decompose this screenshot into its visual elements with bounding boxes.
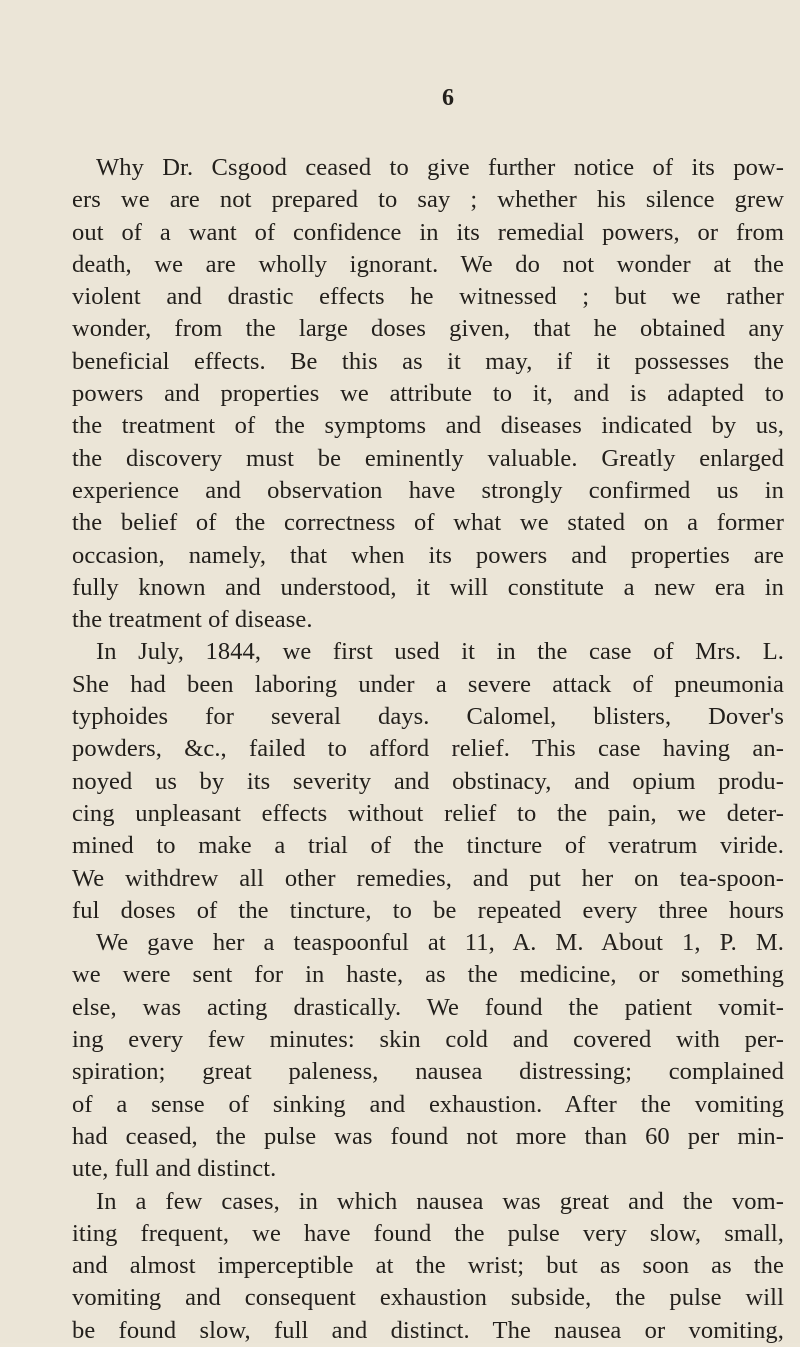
text-line: In a few cases, in which nausea was great and the vom- xyxy=(96,1187,784,1215)
text-line: wonder, from the large doses given, that he obtained any xyxy=(72,315,784,343)
text-line: and almost imperceptible at the wrist; but as soon as the xyxy=(72,1252,784,1280)
text-line: ing every few minutes: skin cold and covered with per- xyxy=(72,1026,784,1054)
text-line: We gave her a teaspoonful at 11, A. M. About 1, P. M. xyxy=(96,929,784,957)
text-line: violent and drastic effects he witnessed ; but we rather xyxy=(72,283,784,311)
text-line: Why Dr. Csgood ceased to give further notice of its pow- xyxy=(96,154,784,181)
text-line: fully known and understood, it will constitute a new era in xyxy=(72,573,784,601)
text-line: In July, 1844, we first used it in the case of Mrs. L. xyxy=(96,638,784,666)
text-line: we were sent for in haste, as the medicine, or something xyxy=(72,961,784,989)
text-line: the treatment of disease. xyxy=(72,606,313,634)
text-line: spiration; great paleness, nausea distressing; complained xyxy=(72,1058,784,1086)
text-line: mined to make a trial of the tincture of veratrum viride. xyxy=(72,832,784,860)
text-line: beneficial effects. Be this as it may, if it possesses the xyxy=(72,347,784,375)
text-line: noyed us by its severity and obstinacy, and opium produ- xyxy=(72,767,784,795)
text-line: death, we are wholly ignorant. We do not wonder at the xyxy=(72,250,784,278)
text-line: the belief of the correctness of what we stated on a former xyxy=(72,509,784,537)
page-number: 6 xyxy=(442,85,454,111)
text-line: She had been laboring under a severe attack of pneumonia xyxy=(72,670,784,698)
text-line: ful doses of the tincture, to be repeated every three hours xyxy=(72,896,784,924)
text-line: occasion, namely, that when its powers and properties are xyxy=(72,541,784,569)
text-line: had ceased, the pulse was found not more than 60 per min- xyxy=(72,1122,784,1150)
text-line: else, was acting drastically. We found the patient vomit- xyxy=(72,993,784,1021)
text-line: powers and properties we attribute to it, and is adapted to xyxy=(72,380,784,408)
text-line: powders, &c., failed to afford relief. This case having an- xyxy=(72,735,784,763)
text-line: vomiting and consequent exhaustion subside, the pulse will xyxy=(72,1284,784,1312)
body-text xyxy=(72,152,784,1347)
text-line: out of a want of confidence in its remedial powers, or from xyxy=(72,218,784,246)
text-line: ers we are not prepared to say ; whether his silence grew xyxy=(72,186,784,214)
text-line: ute, full and distinct. xyxy=(72,1155,277,1183)
text-line: experience and observation have strongly confirmed us in xyxy=(72,476,784,504)
text-line: be found slow, full and distinct. The nausea or vomiting, xyxy=(72,1316,784,1344)
text-line: of a sense of sinking and exhaustion. After the vomiting xyxy=(72,1090,784,1118)
text-line: cing unpleasant effects without relief to the pain, we deter- xyxy=(72,799,784,827)
text-line: iting frequent, we have found the pulse very slow, small, xyxy=(72,1219,784,1247)
text-line: the treatment of the symptoms and diseases indicated by us, xyxy=(72,412,784,440)
text-line: the discovery must be eminently valuable. Greatly enlarged xyxy=(72,444,784,472)
text-line: We withdrew all other remedies, and put her on tea-spoon- xyxy=(72,864,784,892)
text-line: typhoides for several days. Calomel, blisters, Dover's xyxy=(72,703,784,731)
